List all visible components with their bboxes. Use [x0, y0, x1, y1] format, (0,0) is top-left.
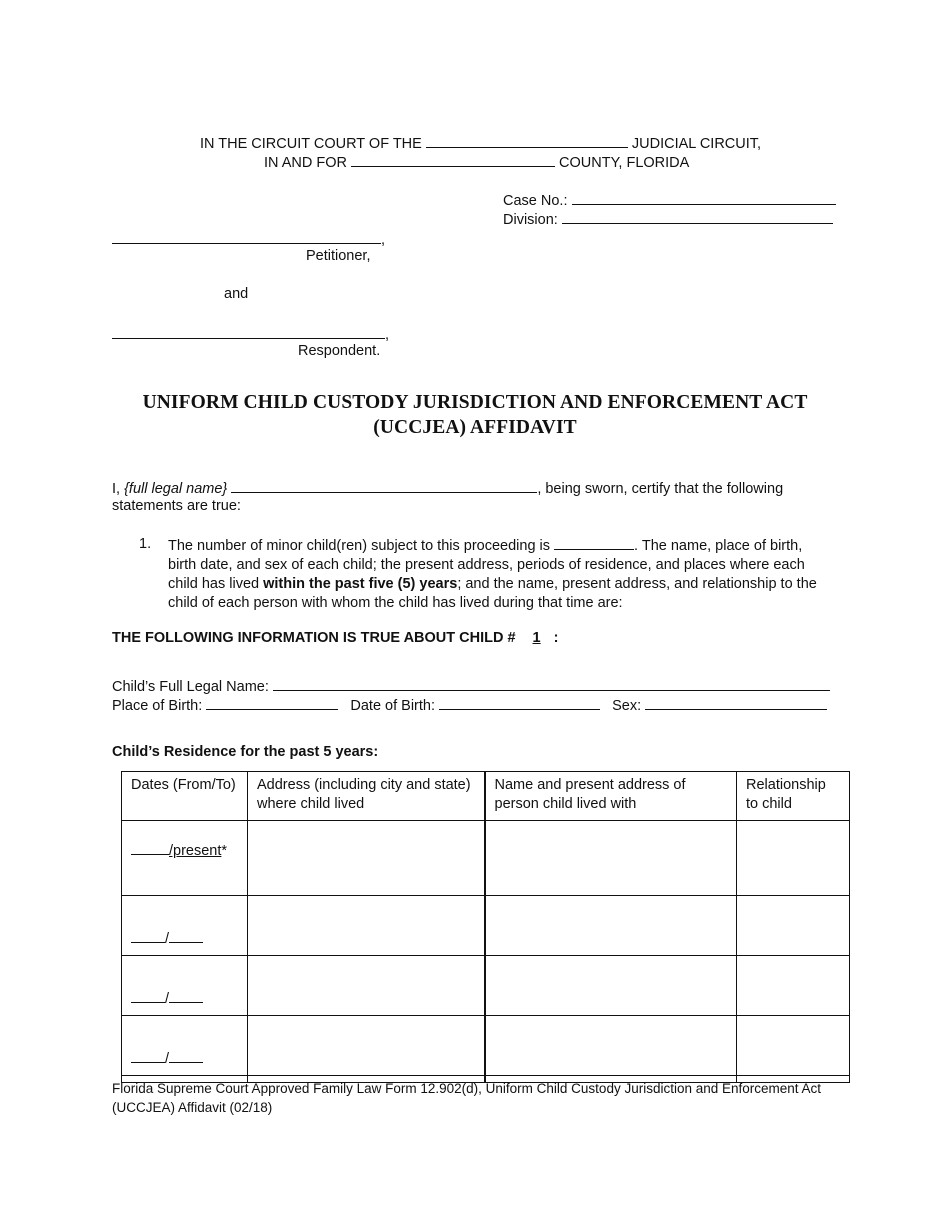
judicial-circuit-field[interactable] — [426, 133, 628, 148]
date-separator: / — [165, 931, 170, 947]
place-of-birth-label: Place of Birth: — [112, 698, 203, 714]
residence-table-header — [122, 772, 850, 821]
date-separator: / — [165, 991, 170, 1007]
person-cell[interactable] — [485, 821, 737, 896]
child-full-name-line — [112, 676, 830, 697]
dates-cell[interactable] — [122, 1016, 248, 1076]
form-title-line1: UNIFORM CHILD CUSTODY JURISDICTION AND ENFORCEMENT ACT — [142, 392, 808, 413]
residence-heading: Child’s Residence for the past 5 years: — [112, 744, 379, 760]
respondent-label: Respondent. — [298, 343, 381, 359]
number-of-children-field[interactable] — [554, 535, 634, 550]
date-from-field[interactable] — [131, 1048, 165, 1063]
date-present-text: /present — [169, 843, 222, 859]
petitioner-name-field[interactable] — [112, 229, 381, 244]
sex-field[interactable] — [645, 695, 827, 710]
date-to-field[interactable] — [169, 1048, 203, 1063]
form-title-line2: (UCCJEA) AFFIDAVIT — [373, 417, 577, 438]
column-header-person: Name and present address of person child lived with — [485, 772, 737, 821]
sex-label: Sex: — [612, 698, 642, 714]
case-no-line — [503, 190, 836, 211]
county-line — [264, 152, 689, 173]
date-of-birth-field[interactable] — [439, 695, 600, 710]
column-header-dates: Dates (From/To) — [122, 772, 248, 821]
person-cell[interactable] — [485, 896, 737, 956]
dates-cell[interactable] — [122, 821, 248, 896]
court-line-prefix: IN THE CIRCUIT COURT OF THE — [200, 136, 422, 152]
intro-prefix: I, — [112, 481, 125, 497]
and-label: and — [224, 286, 249, 302]
court-line-suffix: JUDICIAL CIRCUIT, — [631, 136, 762, 152]
division-field[interactable] — [562, 209, 833, 224]
date-from-field[interactable] — [131, 928, 165, 943]
court-line — [200, 133, 761, 154]
dates-cell[interactable] — [122, 956, 248, 1016]
child-heading-suffix: : — [553, 630, 559, 646]
county-line-prefix: IN AND FOR — [264, 155, 347, 171]
full-legal-name-field[interactable] — [231, 478, 537, 493]
column-header-relationship: Relationship to child — [737, 772, 850, 821]
county-field[interactable] — [351, 152, 555, 167]
date-to-field[interactable] — [169, 928, 203, 943]
division-label: Division: — [503, 212, 558, 228]
case-no-label: Case No.: — [503, 193, 568, 209]
intro-suffix: , being sworn, certify that the following — [537, 481, 784, 497]
county-line-suffix: COUNTY, FLORIDA — [559, 155, 690, 171]
child-heading — [112, 629, 558, 648]
petitioner-comma: , — [381, 232, 386, 248]
item1-text-b: . The name, place of birth, birth date, and sex of each child; the present address, periods of residence, and places where each child has lived — [168, 538, 805, 592]
table-row — [122, 821, 850, 896]
date-to-field[interactable] — [169, 988, 203, 1003]
relationship-cell[interactable] — [737, 896, 850, 956]
child-heading-prefix: THE FOLLOWING INFORMATION IS TRUE ABOUT CHILD # — [112, 630, 516, 646]
date-from-field[interactable] — [131, 988, 165, 1003]
table-row — [122, 896, 850, 956]
residence-table — [121, 771, 850, 1083]
column-header-address: Address (including city and state) where child lived — [248, 772, 485, 821]
child-number-value: 1 — [532, 630, 541, 646]
item1-text — [168, 535, 828, 613]
date-of-birth-label: Date of Birth: — [350, 698, 436, 714]
dates-cell[interactable] — [122, 896, 248, 956]
item1-text-c: ; and the name, present address, and relationship to the child of each person with whom the child has lived during that time are: — [168, 576, 817, 611]
address-cell[interactable] — [248, 1016, 485, 1076]
relationship-cell[interactable] — [737, 956, 850, 1016]
form-footer: Florida Supreme Court Approved Family Law Form 12.902(d), Uniform Child Custody Jurisdiction and Enforcement Act (UCCJEA) Affidavit (02/18) — [112, 1081, 822, 1115]
full-legal-name-hint: {full legal name} — [124, 481, 228, 497]
division-line — [503, 209, 833, 230]
item1-number: 1. — [139, 536, 152, 552]
case-no-field[interactable] — [572, 190, 836, 205]
person-cell[interactable] — [485, 956, 737, 1016]
date-present-asterisk: * — [221, 843, 228, 859]
address-cell[interactable] — [248, 896, 485, 956]
item1-text-a: The number of minor child(ren) subject to this proceeding is — [168, 538, 551, 554]
intro-line2: statements are true: — [112, 498, 241, 514]
respondent-name-field[interactable] — [112, 324, 385, 339]
item1-text-bold: within the past five (5) years — [263, 576, 458, 592]
table-row — [122, 1016, 850, 1076]
address-cell[interactable] — [248, 956, 485, 1016]
intro-line — [112, 478, 783, 499]
child-number — [520, 629, 554, 648]
relationship-cell[interactable] — [737, 821, 850, 896]
petitioner-label: Petitioner, — [306, 248, 371, 264]
date-separator: / — [165, 1051, 170, 1067]
person-cell[interactable] — [485, 1016, 737, 1076]
date-from-field[interactable] — [131, 840, 169, 855]
child-full-name-field[interactable] — [273, 676, 830, 691]
place-of-birth-field[interactable] — [206, 695, 338, 710]
respondent-comma: , — [385, 327, 390, 343]
child-birth-line — [112, 695, 827, 716]
address-cell[interactable] — [248, 821, 485, 896]
table-row — [122, 956, 850, 1016]
child-full-name-label: Child’s Full Legal Name: — [112, 679, 269, 695]
relationship-cell[interactable] — [737, 1016, 850, 1076]
